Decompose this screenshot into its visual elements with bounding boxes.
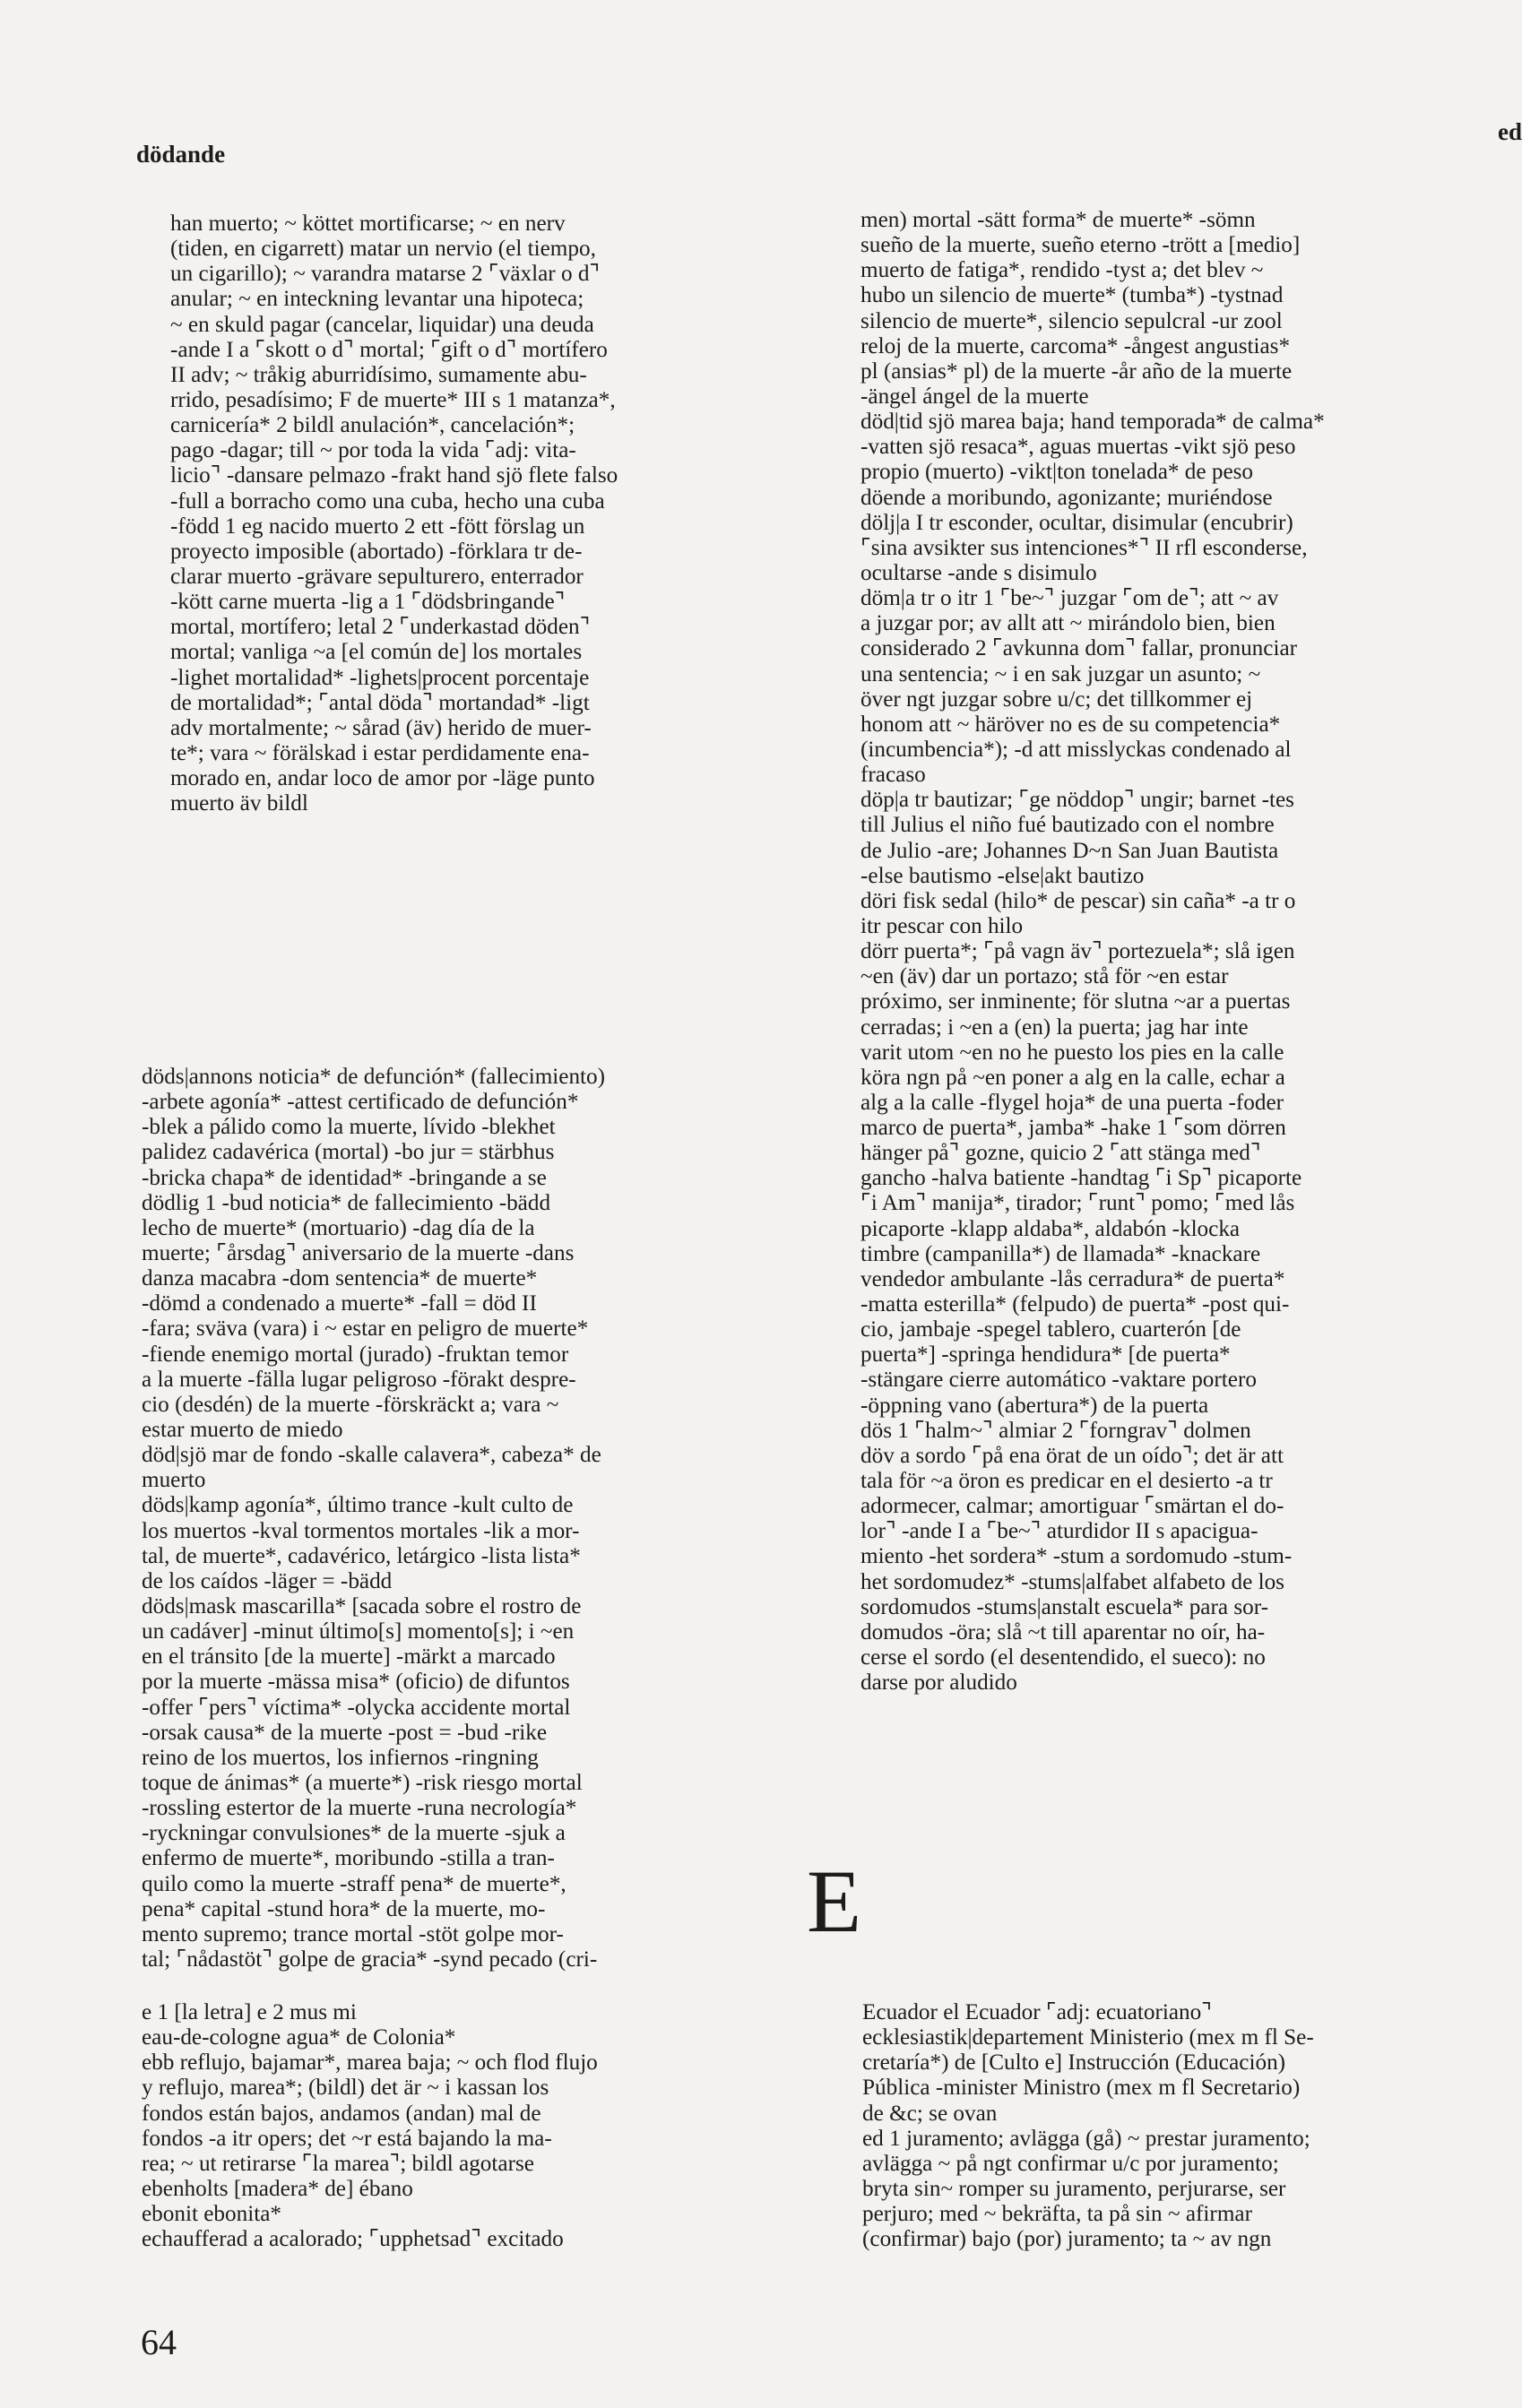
text-line: miento -het sordera* -stum a sordomudo -stum-: [860, 1544, 1293, 1569]
text-line: lor⌝ -ande I a ⌜be~⌝ aturdidor II s apacigua-: [860, 1519, 1258, 1544]
text-line: -offer ⌜pers⌝ víctima* -olycka accidente mortal: [142, 1695, 571, 1720]
text-line: toque de ánimas* (a muerte*) -risk riesgo mortal: [142, 1770, 583, 1795]
text-line: ⌜sina avsikter sus intenciones*⌝ II rfl esconderse,: [860, 535, 1308, 560]
text-line: tala för ~a öron es predicar en el desierto -a tr: [860, 1469, 1273, 1494]
right-column-top: [860, 208, 1522, 1696]
text-line: carnicería* 2 bildl anulación*, cancelación*;: [170, 413, 575, 438]
text-line: reino de los muertos, los infiernos -ringning: [142, 1745, 539, 1770]
text-line: considerado 2 ⌜avkunna dom⌝ fallar, pronunciar: [860, 636, 1298, 661]
text-line: picaporte -klapp aldaba*, aldabón -klocka: [860, 1216, 1241, 1241]
text-line: -else bautismo -else|akt bautizo: [860, 863, 1145, 888]
text-line: te*; vara ~ förälskad i estar perdidamente ena-: [170, 740, 590, 765]
text-line: a juzgar por; av allt att ~ mirándolo bien, bien: [860, 611, 1276, 636]
text-line: men) mortal -sätt forma* de muerte* -sömn: [860, 208, 1256, 232]
text-line: -fara; sväva (vara) i ~ estar en peligro de muerte*: [142, 1316, 589, 1342]
text-line: -dömd a condenado a muerte* -fall = död II: [142, 1291, 537, 1316]
text-line: över ngt juzgar sobre u/c; det tillkommer ej: [860, 686, 1253, 712]
text-line: hänger på⌝ gozne, quicio 2 ⌜att stänga med⌝: [860, 1141, 1261, 1166]
text-line: próximo, ser inminente; för slutna ~ar a puertas: [860, 989, 1291, 1014]
text-line: -född 1 eg nacido muerto 2 ett -fött förslag un: [170, 514, 585, 539]
text-line: ebb reflujo, bajamar*, marea baja; ~ och flod flujo: [142, 2050, 598, 2076]
text-line: -matta esterilla* (felpudo) de puerta* -post qui-: [860, 1292, 1290, 1317]
text-line: (incumbencia*); -d att misslyckas condenado al: [860, 737, 1292, 762]
text-line: rea; ~ ut retirarse ⌜la marea⌝; bildl agotarse: [142, 2151, 534, 2176]
text-line: muerto äv bildl: [170, 791, 308, 816]
text-line: domudos -öra; slå ~t till aparentar no oír, ha-: [860, 1619, 1266, 1644]
text-line: dös 1 ⌜halm~⌝ almiar 2 ⌜forngrav⌝ dolmen: [860, 1418, 1251, 1443]
text-line: -orsak causa* de la muerte -post = -bud -rike: [142, 1720, 548, 1745]
text-line: -stängare cierre automático -vaktare portero: [860, 1368, 1257, 1393]
section-letter: E: [807, 1851, 862, 1951]
text-line: rrido, pesadísimo; F de muerte* III s 1 matanza*,: [170, 387, 616, 412]
text-line: (tiden, en cigarrett) matar un nervio (el tiempo,: [170, 237, 596, 262]
text-line: döende a moribundo, agonizante; muriéndose: [860, 485, 1273, 510]
text-line: ebenholts [madera* de] ébano: [142, 2176, 413, 2201]
text-line: Ecuador el Ecuador ⌜adj: ecuatoriano⌝: [862, 2000, 1213, 2024]
text-line: mortal; vanliga ~a [el común de] los mortales: [170, 640, 583, 665]
text-line: mortal, mortífero; letal 2 ⌜underkastad döden⌝: [170, 615, 591, 640]
text-line: gancho -halva batiente -handtag ⌜i Sp⌝ picaporte: [860, 1166, 1302, 1191]
text-line: ebonit ebonita*: [142, 2202, 281, 2227]
text-line: anular; ~ en inteckning levantar una hipoteca;: [170, 287, 584, 312]
text-line: dörr puerta*; ⌜på vagn äv⌝ portezuela*; slå igen: [860, 939, 1295, 964]
text-line: por la muerte -mässa misa* (oficio) de difuntos: [142, 1670, 570, 1695]
text-line: -blek a pálido como la muerte, lívido -blekhet: [142, 1115, 556, 1140]
guide-word-left: dödande: [136, 141, 226, 168]
right-column-e-entries: [862, 2000, 1522, 2252]
text-line: adormecer, calmar; amortiguar ⌜smärtan el do-: [860, 1494, 1284, 1519]
text-line: -ande I a ⌜skott o d⌝ mortal; ⌜gift o d⌝ mortífero: [170, 337, 608, 362]
text-line: fondos -a itr opers; det ~r está bajando la ma-: [142, 2126, 552, 2151]
text-line: tal; ⌜nådastöt⌝ golpe de gracia* -synd pecado (cri-: [142, 1946, 598, 1972]
text-line: II adv; ~ tråkig aburridísimo, sumamente abu-: [170, 362, 587, 387]
text-line: vendedor ambulante -lås cerradura* de puerta*: [860, 1266, 1285, 1291]
text-line: un cadáver] -minut último[s] momento[s]; i ~en: [142, 1619, 575, 1644]
text-line: -fiende enemigo mortal (jurado) -fruktan temor: [142, 1342, 569, 1367]
text-line: proyecto imposible (abortado) -förklara tr de-: [170, 539, 583, 564]
text-line: köra ngn på ~en poner a alg en la calle, echar a: [860, 1065, 1285, 1090]
text-line: adv mortalmente; ~ sårad (äv) herido de muer-: [170, 715, 592, 740]
text-line: silencio de muerte*, silencio sepulcral -ur zool: [860, 308, 1283, 333]
text-line: -öppning vano (abertura*) de la puerta: [860, 1393, 1209, 1418]
text-line: e 1 [la letra] e 2 mus mi: [142, 2000, 357, 2024]
text-line: döri fisk sedal (hilo* de pescar) sin caña* -a tr o: [860, 888, 1296, 913]
text-line: ecklesiastik|departement Ministerio (mex m fl Se-: [862, 2025, 1314, 2050]
text-line: -kött carne muerta -lig a 1 ⌜dödsbringande⌝: [170, 590, 566, 615]
text-line: palidez cadavérica (mortal) -bo jur = stärbhus: [142, 1140, 555, 1165]
text-line: -arbete agonía* -attest certificado de defunción*: [142, 1090, 579, 1115]
text-line: y reflujo, marea*; (bildl) det är ~ i kassan los: [142, 2076, 549, 2101]
text-line: döds|kamp agonía*, último trance -kult culto de: [142, 1493, 574, 1518]
text-line: -ängel ángel de la muerte: [860, 384, 1089, 409]
text-line: pago -dagar; till ~ por toda la vida ⌜adj: vita-: [170, 438, 576, 463]
text-line: till Julius el niño fué bautizado con el nombre: [860, 813, 1275, 838]
text-line: enfermo de muerte*, moribundo -stilla a tran-: [142, 1846, 555, 1871]
text-line: echaufferad a acalorado; ⌜upphetsad⌝ excitado: [142, 2227, 564, 2252]
text-line: fondos están bajos, andamos (andan) mal de: [142, 2101, 541, 2126]
text-line: pl (ansias* pl) de la muerte -år año de la muerte: [860, 358, 1293, 384]
text-line: estar muerto de miedo: [142, 1417, 343, 1442]
text-line: hubo un silencio de muerte* (tumba*) -tystnad: [860, 283, 1284, 308]
text-line: döv a sordo ⌜på ena örat de un oído⌝; det är att: [860, 1443, 1284, 1468]
text-line: (confirmar) bajo (por) juramento; ta ~ av ngn: [862, 2227, 1272, 2252]
text-line: danza macabra -dom sentencia* de muerte*: [142, 1266, 538, 1291]
text-line: de los caídos -läger = -bädd: [142, 1568, 393, 1593]
left-column-top: [170, 211, 814, 816]
text-line: muerto de fatiga*, rendido -tyst a; det blev ~: [860, 258, 1264, 283]
text-line: alg a la calle -flygel hoja* de una puerta -foder: [860, 1090, 1284, 1115]
text-line: en el tránsito [de la muerte] -märkt a marcado: [142, 1644, 556, 1670]
text-line: dölj|a I tr esconder, ocultar, disimular (encubrir): [860, 510, 1293, 535]
text-line: pena* capital -stund hora* de la muerte, mo-: [142, 1896, 546, 1921]
text-line: het sordomudez* -stums|alfabet alfabeto de los: [860, 1569, 1284, 1594]
text-line: propio (muerto) -vikt|ton tonelada* de peso: [860, 460, 1254, 485]
text-line: muerte; ⌜årsdag⌝ aniversario de la muerte -dans: [142, 1240, 575, 1265]
text-line: ocultarse -ande s disimulo: [860, 560, 1097, 585]
page-number: 64: [141, 2322, 177, 2362]
text-line: avlägga ~ på ngt confirmar u/c por juramento;: [862, 2151, 1279, 2176]
text-line: bryta sin~ romper su juramento, perjurarse, ser: [862, 2176, 1286, 2201]
text-line: de Julio -are; Johannes D~n San Juan Bautista: [860, 838, 1279, 863]
text-line: clarar muerto -grävare sepulturero, enterrador: [170, 564, 584, 589]
text-line: sueño de la muerte, sueño eterno -trött a [medio]: [860, 233, 1301, 258]
text-line: mento supremo; trance mortal -stöt golpe mor-: [142, 1921, 564, 1946]
text-line: licio⌝ -dansare pelmazo -frakt hand sjö flete falso: [170, 463, 618, 488]
text-line: -lighet mortalidad* -lighets|procent porcentaje: [170, 665, 590, 690]
text-line: döds|annons noticia* de defunción* (fallecimiento): [142, 1065, 606, 1089]
text-line: un cigarillo); ~ varandra matarse 2 ⌜växlar o d⌝: [170, 262, 601, 287]
text-line: ed 1 juramento; avlägga (gå) ~ prestar juramento;: [862, 2126, 1310, 2151]
left-column-e-entries: [142, 2000, 812, 2252]
text-line: sordomudos -stums|anstalt escuela* para sor-: [860, 1594, 1269, 1619]
text-line: döp|a tr bautizar; ⌜ge nöddop⌝ ungir; barnet -tes: [860, 788, 1294, 813]
text-line: itr pescar con hilo: [860, 913, 1024, 938]
text-line: han muerto; ~ köttet mortificarse; ~ en nerv: [170, 211, 566, 236]
guide-word-right: ed: [1498, 118, 1522, 145]
text-line: los muertos -kval tormentos mortales -lik a mor-: [142, 1518, 580, 1543]
text-line: de mortalidad*; ⌜antal döda⌝ mortandad* -ligt: [170, 690, 590, 715]
text-line: Pública -minister Ministro (mex m fl Secretario): [862, 2076, 1301, 2101]
text-line: cerradas; i ~en a (en) la puerta; jag har inte: [860, 1014, 1249, 1040]
text-line: -ryckningar convulsiones* de la muerte -sjuk a: [142, 1821, 566, 1846]
text-line: död|sjö mar de fondo -skalle calavera*, cabeza* de: [142, 1443, 601, 1468]
text-line: döds|mask mascarilla* [sacada sobre el rostro de: [142, 1593, 582, 1618]
text-line: -bricka chapa* de identidad* -bringande a se: [142, 1165, 547, 1190]
text-line: ~ en skuld pagar (cancelar, liquidar) una deuda: [170, 312, 594, 337]
text-line: cio (desdén) de la muerte -förskräckt a; vara ~: [142, 1392, 559, 1417]
text-line: perjuro; med ~ bekräfta, ta på sin ~ afirmar: [862, 2202, 1252, 2227]
text-line: varit utom ~en no he puesto los pies en la calle: [860, 1040, 1284, 1065]
text-line: cretaría*) de [Culto e] Instrucción (Educación): [862, 2050, 1286, 2076]
text-line: ⌜i Am⌝ manija*, tirador; ⌜runt⌝ pomo; ⌜med lås: [860, 1191, 1295, 1216]
left-column-dods-entries: [142, 1065, 812, 1972]
text-line: timbre (campanilla*) de llamada* -knackare: [860, 1241, 1261, 1266]
text-line: muerto: [142, 1468, 206, 1493]
text-line: morado en, andar loco de amor por -läge punto: [170, 766, 595, 791]
text-line: döm|a tr o itr 1 ⌜be~⌝ juzgar ⌜om de⌝; att ~ av: [860, 586, 1279, 611]
text-line: lecho de muerte* (mortuario) -dag día de la: [142, 1215, 535, 1240]
text-line: tal, de muerte*, cadavérico, letárgico -lista lista*: [142, 1543, 581, 1568]
text-line: eau-de-cologne agua* de Colonia*: [142, 2025, 456, 2050]
text-line: ~en (äv) dar un portazo; stå för ~en estar: [860, 964, 1229, 989]
text-line: quilo como la muerte -straff pena* de muerte*,: [142, 1871, 566, 1896]
text-line: fracaso: [860, 763, 926, 788]
text-line: cerse el sordo (el desentendido, el sueco): no: [860, 1645, 1266, 1670]
text-line: dödlig 1 -bud noticia* de fallecimiento -bädd: [142, 1190, 551, 1215]
text-line: de &c; se ovan: [862, 2101, 998, 2126]
text-line: puerta*] -springa hendidura* [de puerta*: [860, 1342, 1231, 1368]
text-line: reloj de la muerte, carcoma* -ångest angustias*: [860, 333, 1291, 358]
text-line: -full a borracho como una cuba, hecho una cuba: [170, 488, 605, 514]
text-line: honom att ~ häröver no es de su competencia*: [860, 712, 1281, 737]
text-line: cio, jambaje -spegel tablero, cuarterón [de: [860, 1317, 1241, 1342]
text-line: -vatten sjö resaca*, aguas muertas -vikt sjö peso: [860, 435, 1296, 460]
text-line: a la muerte -fälla lugar peligroso -förakt despre-: [142, 1367, 576, 1392]
text-line: darse por aludido: [860, 1670, 1017, 1696]
text-line: marco de puerta*, jamba* -hake 1 ⌜som dörren: [860, 1116, 1286, 1141]
text-line: död|tid sjö marea baja; hand temporada* de calma*: [860, 410, 1325, 435]
text-line: una sentencia; ~ i en sak juzgar un asunto; ~: [860, 661, 1261, 686]
text-line: -rossling estertor de la muerte -runa necrología*: [142, 1796, 577, 1821]
